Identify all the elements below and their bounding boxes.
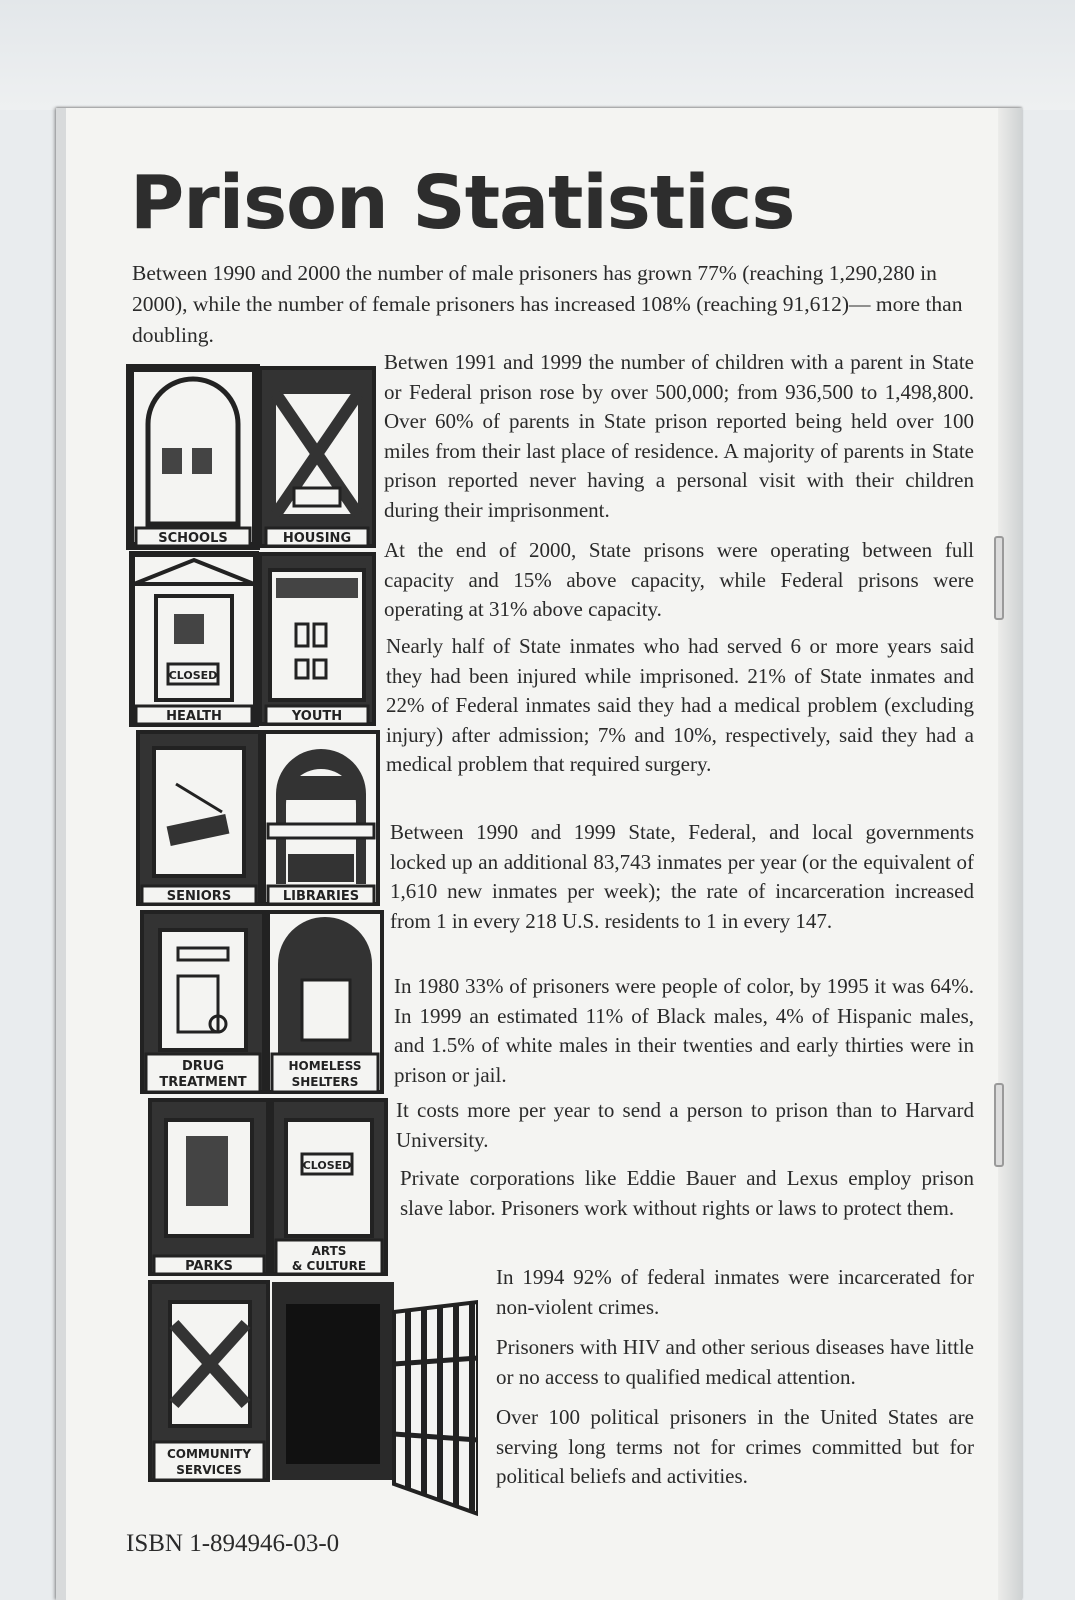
paragraph-children: Betwen 1991 and 1999 the number of children with a parent in State or Federal prison rose by over 500,000; from 936,500 to 1,498,800. Over 60% of parents in State prison reported being held over 100 miles from their last place of residence. A majority of parents in State prison reported never having a personal visit with their children during their imprisonment. — [384, 350, 974, 522]
label-libraries: LIBRARIES — [282, 889, 360, 904]
building-youth — [260, 554, 374, 724]
label-seniors: SENIORS — [166, 889, 232, 904]
building-seniors — [138, 732, 260, 904]
paragraph-incarceration-rate: Between 1990 and 1999 State, Federal, and local governments locked up an additional 83,743 inmates per year (or the equivalent of 1,610 new inmates per week); the rate of incarceration increased from 1 in every 218 U.S. residents to 1 in every 147. — [390, 820, 974, 933]
building-community-services — [150, 1282, 268, 1480]
booklet-page — [56, 108, 1022, 1600]
page-title: Prison Statistics — [130, 160, 795, 246]
building-health — [132, 554, 256, 724]
staple-top — [994, 536, 1004, 620]
building-arts-culture — [272, 1100, 386, 1274]
label-homeless: HOMELESS — [288, 1059, 362, 1073]
label-closed-2: CLOSED — [302, 1159, 352, 1172]
building-parks — [150, 1100, 268, 1274]
label-treatment: TREATMENT — [159, 1075, 247, 1090]
isbn: ISBN 1-894946-03-0 — [126, 1530, 340, 1557]
paragraph-people-of-color: In 1980 33% of prisoners were people of color, by 1995 it was 64%. In 1999 an estimated 11% of Black males, 4% of Hispanic males, and 1.5% of white males in their twenties and early thirties were in prison or jail. — [394, 974, 974, 1087]
paragraph-hiv: Prisoners with HIV and other serious diseases have little or no access to qualified medical attention. — [496, 1335, 974, 1389]
paragraph-non-violent: In 1994 92% of federal inmates were incarcerated for non-violent crimes. — [496, 1265, 974, 1319]
label-drug: DRUG — [181, 1059, 225, 1074]
building-drug-treatment — [142, 912, 264, 1092]
label-arts: ARTS — [311, 1244, 347, 1258]
prison-cell — [272, 1282, 478, 1514]
label-culture: & CULTURE — [291, 1259, 367, 1273]
paragraph-slave-labor: Private corporations like Eddie Bauer and Lexus employ prison slave labor. Prisoners work without rights or laws to protect them. — [400, 1166, 974, 1220]
paragraph-harvard: It costs more per year to send a person to prison than to Harvard University. — [396, 1098, 974, 1152]
page-edge — [998, 108, 1022, 1600]
label-shelters: SHELTERS — [291, 1075, 359, 1089]
label-parks: PARKS — [185, 1259, 233, 1274]
building-libraries — [264, 732, 378, 904]
label-health: HEALTH — [166, 709, 222, 724]
paragraph-injuries: Nearly half of State inmates who had served 6 or more years said they had been injured while imprisoned. 21% of State inmates and 22% of Federal inmates said they had a medical problem (excluding injury) after admission; 7% and 10%, respectively, said they had a medical problem that required surgery. — [386, 634, 974, 776]
staple-bottom — [994, 1083, 1004, 1167]
building-homeless-shelters — [268, 912, 382, 1092]
label-schools: SCHOOLS — [158, 531, 228, 546]
label-housing: HOUSING — [282, 531, 352, 546]
intro-paragraph: Between 1990 and 2000 the number of male prisoners has grown 77% (reaching 1,290,280 in 2000), while the number of female prisoners has increased 108% (reaching 91,612)— more than doubling. — [132, 261, 963, 347]
building-housing — [260, 368, 374, 546]
label-closed-1: CLOSED — [168, 669, 218, 682]
building-schools — [130, 368, 256, 546]
label-youth: YOUTH — [291, 709, 343, 724]
scan-background — [0, 0, 1075, 110]
paragraph-political-prisoners: Over 100 political prisoners in the United States are serving long terms not for crimes committed but for political beliefs and activities. — [496, 1405, 974, 1488]
label-community: COMMUNITY — [166, 1447, 252, 1461]
paragraph-capacity: At the end of 2000, State prisons were operating between full capacity and 15% above capacity, while Federal prisons were operating at 31% above capacity. — [384, 538, 974, 621]
label-services: SERVICES — [176, 1463, 242, 1477]
